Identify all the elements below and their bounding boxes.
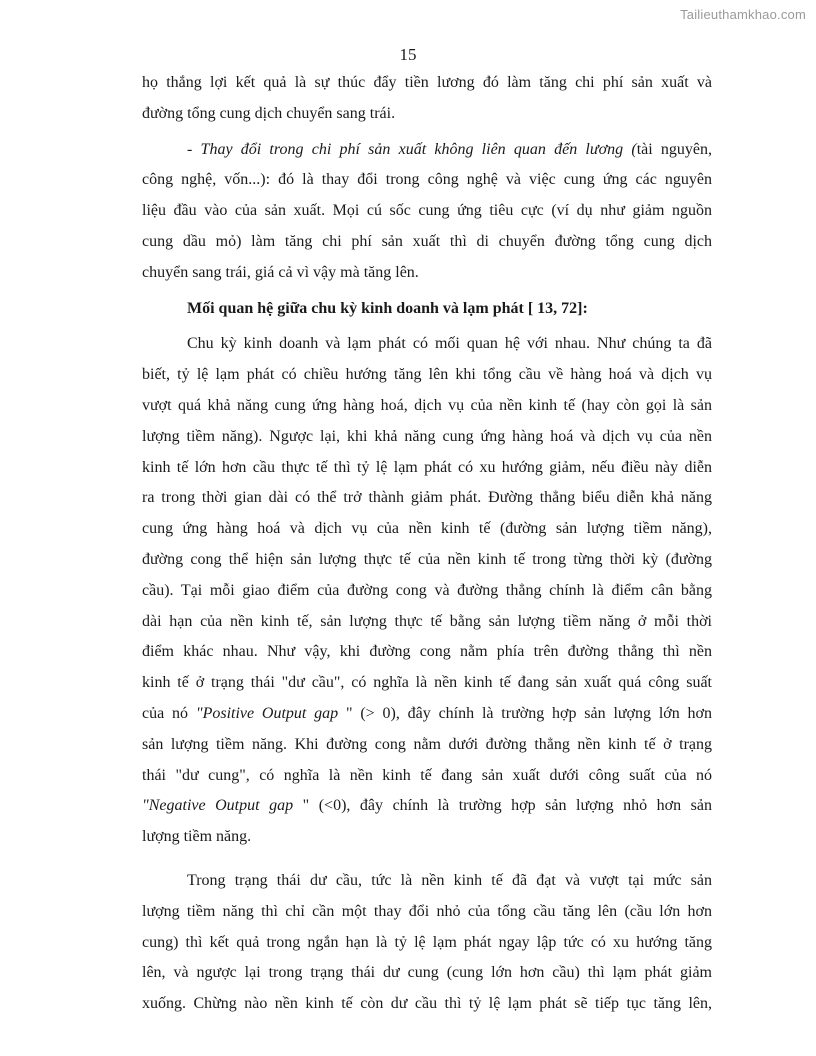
text-line: Trong trạng thái dư cầu, tức là nền kinh tế đã đạt và vượt tại mức sản — [187, 871, 712, 889]
paragraph — [142, 68, 712, 130]
text-fragment: " (<0), đây chính là trường hợp sản lượng nhỏ hơn sản — [293, 797, 713, 815]
paragraph — [142, 329, 712, 853]
page-number: 15 — [399, 45, 417, 64]
text-fragment: tài nguyên, — [636, 140, 712, 158]
text-line: liệu đầu vào của sản xuất. Mọi cú sốc cung ứng tiêu cực (ví dụ như giảm nguồn — [142, 202, 712, 220]
text-line: kinh tế ở trạng thái "dư cầu", có nghĩa là nền kinh tế đang sản xuất quá công suất — [142, 674, 712, 692]
text-line — [142, 791, 712, 822]
heading-text: Mối quan hệ giữa chu kỳ kinh doanh và lạm phát [ 13, 72]: — [187, 299, 588, 317]
text-line: sản lượng tiềm năng. Khi đường cong nằm dưới đường thẳng nền kinh tế ở trạng — [142, 735, 712, 753]
text-line: lượng tiềm năng). Ngược lại, khi khả năng cung ứng hàng hoá và dịch vụ của nền — [142, 427, 712, 445]
text-line: biết, tỷ lệ lạm phát có chiều hướng tăng lên khi tổng cầu về hàng hoá và dịch vụ — [142, 366, 712, 384]
text-line: cung dầu mỏ) làm tăng chi phí sản xuất thì di chuyển đường tổng cung dịch — [142, 232, 712, 250]
text-line: lượng tiềm năng thì chỉ cần một thay đổi nhỏ của tổng cầu tăng lên (cầu lớn hơn — [142, 902, 712, 920]
text-fragment: của nó — [142, 704, 196, 722]
paragraph — [142, 866, 712, 1020]
paragraph — [142, 135, 712, 289]
list-dash: - — [187, 140, 201, 158]
text-line: cung) thì kết quả trong ngắn hạn là tỷ lệ lạm phát ngay lập tức có xu hướng tăng — [142, 933, 712, 951]
text-line: lên, và ngược lại trong trạng thái dư cung (cung lớn hơn cầu) thì lạm phát giảm — [142, 964, 712, 982]
italic-phrase: "Positive Output gap — [195, 704, 339, 722]
text-line: ra trong thời gian dài có thể trở thành giảm phát. Đường thẳng biểu diễn khả năng — [142, 489, 712, 507]
text-line: cung ứng hàng hoá và dịch vụ của nền kinh tế (đường sản lượng tiềm năng), — [142, 520, 712, 538]
text-line: cầu). Tại mỗi giao điểm của đường cong và đường thẳng chính là điểm cân bằng — [142, 581, 712, 599]
section-heading — [142, 294, 712, 325]
italic-phrase: Thay đổi trong chi phí sản xuất không liên quan đến lương ( — [200, 140, 637, 158]
text-line: Chu kỳ kinh doanh và lạm phát có mối quan hệ với nhau. Như chúng ta đã — [187, 335, 712, 353]
text-line: lượng tiềm năng. — [142, 828, 252, 846]
text-line: đường cong thể hiện sản lượng thực tế của nền kinh tế trong từng thời kỳ (đường — [142, 550, 712, 568]
italic-phrase: "Negative Output gap — [142, 797, 294, 815]
text-line: công nghệ, vốn...): đó là thay đổi trong công nghệ và việc cung ứng các nguyên — [142, 171, 712, 189]
watermark: Tailieuthamkhao.com — [680, 7, 806, 22]
text-line: xuống. Chừng nào nền kinh tế còn dư cầu thì tỷ lệ lạm phát sẽ tiếp tục tăng lên, — [142, 995, 712, 1013]
text-line: chuyển sang trái, giá cả vì vậy mà tăng lên. — [142, 263, 419, 281]
text-line: đường tổng cung dịch chuyển sang trái. — [142, 104, 396, 122]
text-line — [142, 699, 712, 730]
text-line: thái "dư cung", có nghĩa là nền kinh tế đang sản xuất dưới công suất của nó — [142, 766, 712, 784]
text-line: họ thắng lợi kết quả là sự thúc đẩy tiền lương đó làm tăng chi phí sản xuất và — [142, 74, 712, 91]
text-line: điểm khác nhau. Như vậy, khi đường cong nằm phía trên đường thẳng thì nền — [142, 643, 712, 661]
text-line: dài hạn của nền kinh tế, sản lượng thực tế bằng sản lượng tiềm năng ở mỗi thời — [142, 612, 712, 630]
document-body — [142, 68, 712, 1020]
text-line: kinh tế lớn hơn cầu thực tế thì tỷ lệ lạm phát có xu hướng giảm, nếu điều này diễn — [142, 458, 712, 476]
text-fragment: " (> 0), đây chính là trường hợp sản lượng lớn hơn — [338, 704, 713, 722]
text-line: vượt quá khả năng cung ứng hàng hoá, dịch vụ của nền kinh tế (hay còn gọi là sản — [142, 396, 712, 414]
text-line — [142, 135, 712, 166]
